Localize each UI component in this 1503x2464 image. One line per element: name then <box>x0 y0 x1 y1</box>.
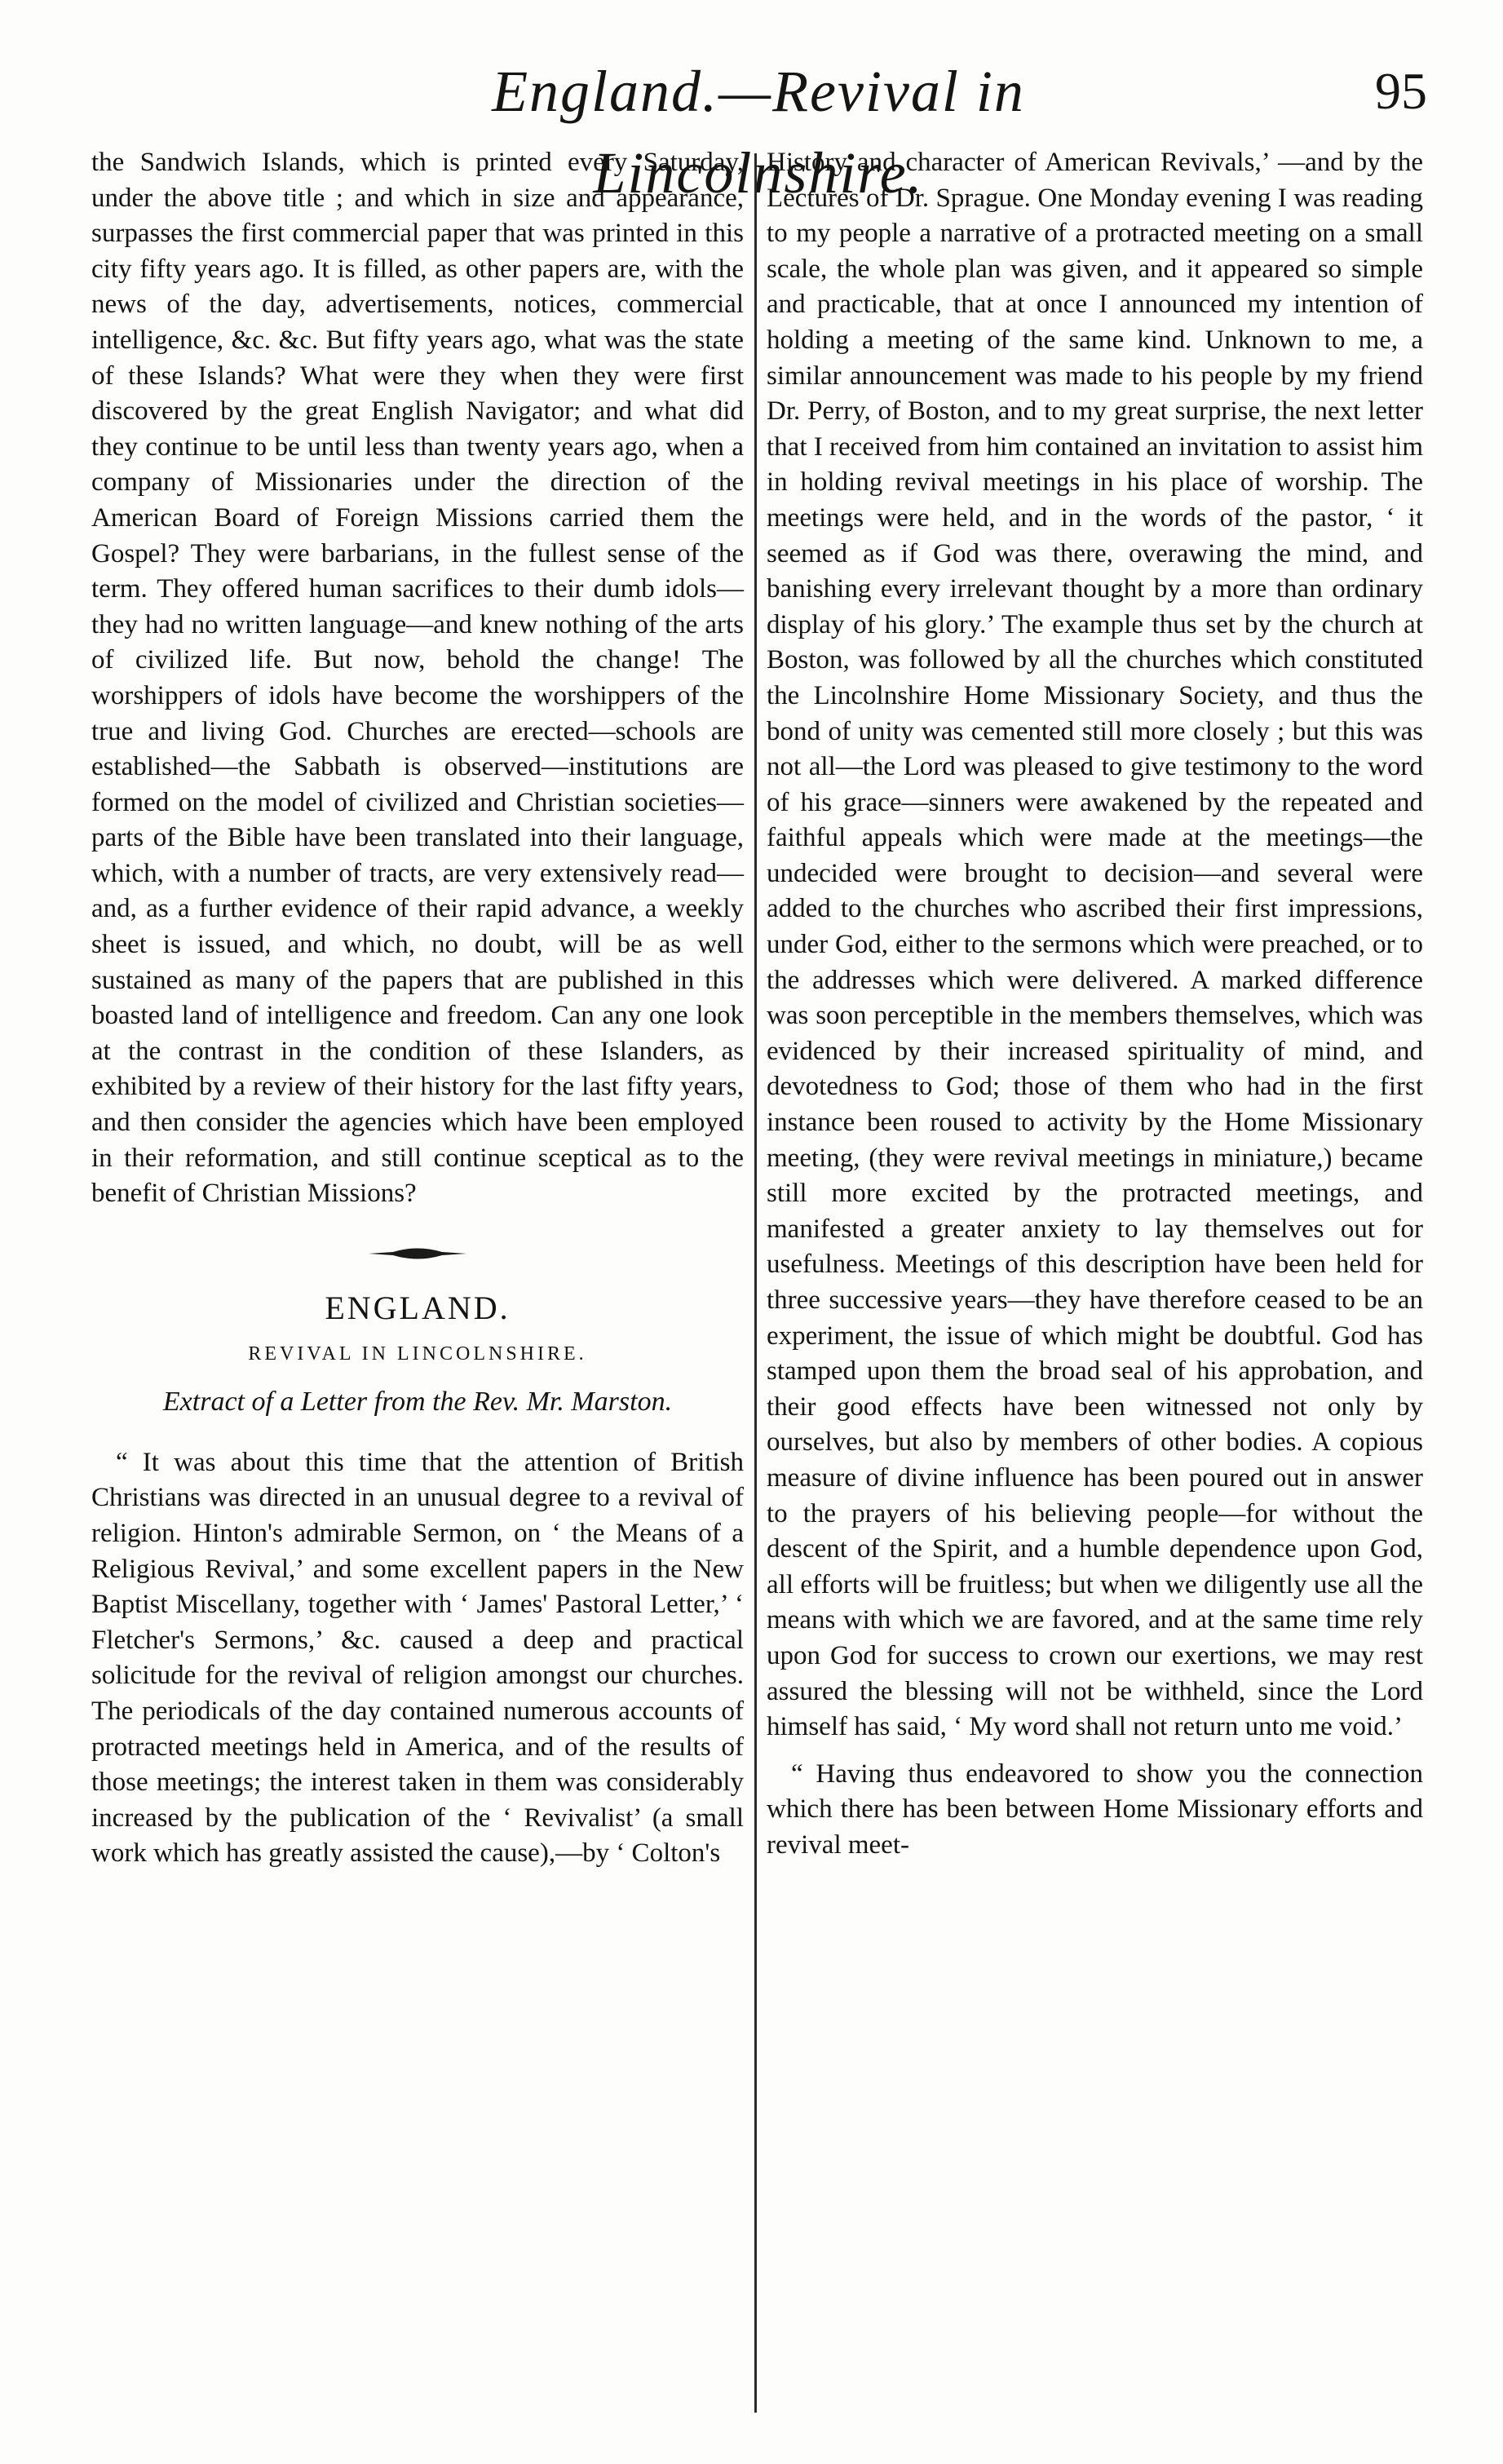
right-paragraph-connection: “ Having thus endeavored to show you the connection which there has been between Home Missionary efforts and revival meet- <box>767 1758 1423 1860</box>
column-divider-rule <box>754 153 757 2413</box>
section-ornament-icon <box>369 1245 466 1263</box>
running-head <box>73 51 1460 206</box>
left-column <box>91 145 744 1872</box>
page-number: 95 <box>1375 62 1427 120</box>
extract-title: Extract of a Letter from the Rev. Mr. Marston. <box>162 1386 673 1417</box>
left-paragraph-islands: the Sandwich Islands, which is printed every Saturday, under the above title ; and which in size and appearance, surpasses the first commercial paper that was printed in this city fifty years ago. It is filled, as other papers are, with the news of the day, advertisements, notices, commercial intelligence, &c. &c. But fifty years ago, what was the state of these Islands? What were they when they were first discovered by the great English Navigator; and what did they continue to be until less than twenty years ago, when a company of Missionaries under the direction of the American Board of Foreign Missions carried them the Gospel? They were barbarians, in the fullest sense of the term. They offered human sacrifices to their dumb idols—they had no written language—and knew nothing of the arts of civilized life. But now, behold the change! The worshippers of idols have become the worshippers of the true and living God. Churches are erected—schools are established—the Sabbath is observed—institutions are formed on the model of civilized and Christian societies—parts of the Bible have been translated into their language, which, with a number of tracts, are very extensively read—and, as a further evidence of their rapid advance, a weekly sheet is issued, and which, no doubt, will be as well sustained as many of the papers that are published in this boasted land of intelligence and freedom. Can any one look at the contrast in the condition of these Islanders, as exhibited by a review of their history for the last fifty years, and then consider the agencies which have been employed in their reformation, and still continue sceptical as to the benefit of Christian Missions? <box>91 148 744 1209</box>
section-subheading: REVIVAL IN LINCOLNSHIRE. <box>248 1343 587 1365</box>
section-heading: ENGLAND. <box>325 1289 511 1326</box>
right-paragraph-revivals: History and character of American Revivals,’ —and by the Lectures of Dr. Sprague. One Monday evening I was reading to my people a narrative of a protracted meeting on a small scale, the whole plan was given, and it appeared so simple and practicable, that at once I announced my intention of holding a meeting of the same kind. Unknown to me, a similar announcement was made to his people by my friend Dr. Perry, of Boston, and to my great surprise, the next letter that I received from him contained an invitation to assist him in holding revival meetings in his place of worship. The meetings were held, and in the words of the pastor, ‘ it seemed as if God was there, overawing the mind, and banishing every irrelevant thought by a more than ordinary display of his glory.’ The example thus set by the church at Boston, was followed by all the churches which constituted the Lincolnshire Home Missionary Society, and thus the bond of unity was cemented still more closely ; but this was not all—the Lord was pleased to give testimony to the word of his grace—sinners were awakened by the repeated and faithful appeals which were made at the meetings—the undecided were brought to decision—and several were added to the churches who ascribed their first impressions, under God, either to the sermons which were preached, or to the addresses which were delivered. A marked difference was soon perceptible in the members themselves, which was evidenced by their increased spirituality of mind, and devotedness to God; those of them who had in the first instance been roused to activity by the Home Missionary meeting, (they were revival meetings in miniature,) became still more excited by the protracted meetings, and manifested a greater anxiety to lay themselves out for usefulness. Meetings of this description have been held for three successive years—they have therefore ceased to be an experiment, the issue of which might be doubtful. God has stamped upon them the broad seal of his approbation, and their good effects have been witnessed not only by ourselves, but also by members of other bodies. A copious measure of divine influence has been poured out in answer to the prayers of his believing people—for without the descent of the Spirit, and a humble dependence upon God, all efforts will be fruitless; but when we diligently use all the means with which we are favored, and at the same time rely upon God for success to crown our exertions, we may rest assured the blessing will not be withheld, since the Lord himself has said, ‘ My word shall not return unto me void.’ <box>767 148 1423 1742</box>
left-paragraph-letter: “ It was about this time that the attention of British Christians was directed in an unusual degree to a revival of religion. Hinton's admirable Sermon, on ‘ the Means of a Religious Revival,’ and some excellent papers in the New Baptist Miscellany, together with ‘ James' Pastoral Letter,’ ‘ Fletcher's Sermons,’ &c. caused a deep and practical solicitude for the revival of religion amongst our churches. The periodicals of the day contained numerous accounts of protracted meetings held in America, and of the results of those meetings; the interest taken in them was considerably increased by the publication of the ‘ Revivalist’ (a small work which has greatly assisted the cause),—by ‘ Colton's <box>91 1447 744 1869</box>
right-column <box>767 145 1423 1864</box>
running-head-title: England.—Revival in Lincolnshire. <box>492 59 1025 206</box>
